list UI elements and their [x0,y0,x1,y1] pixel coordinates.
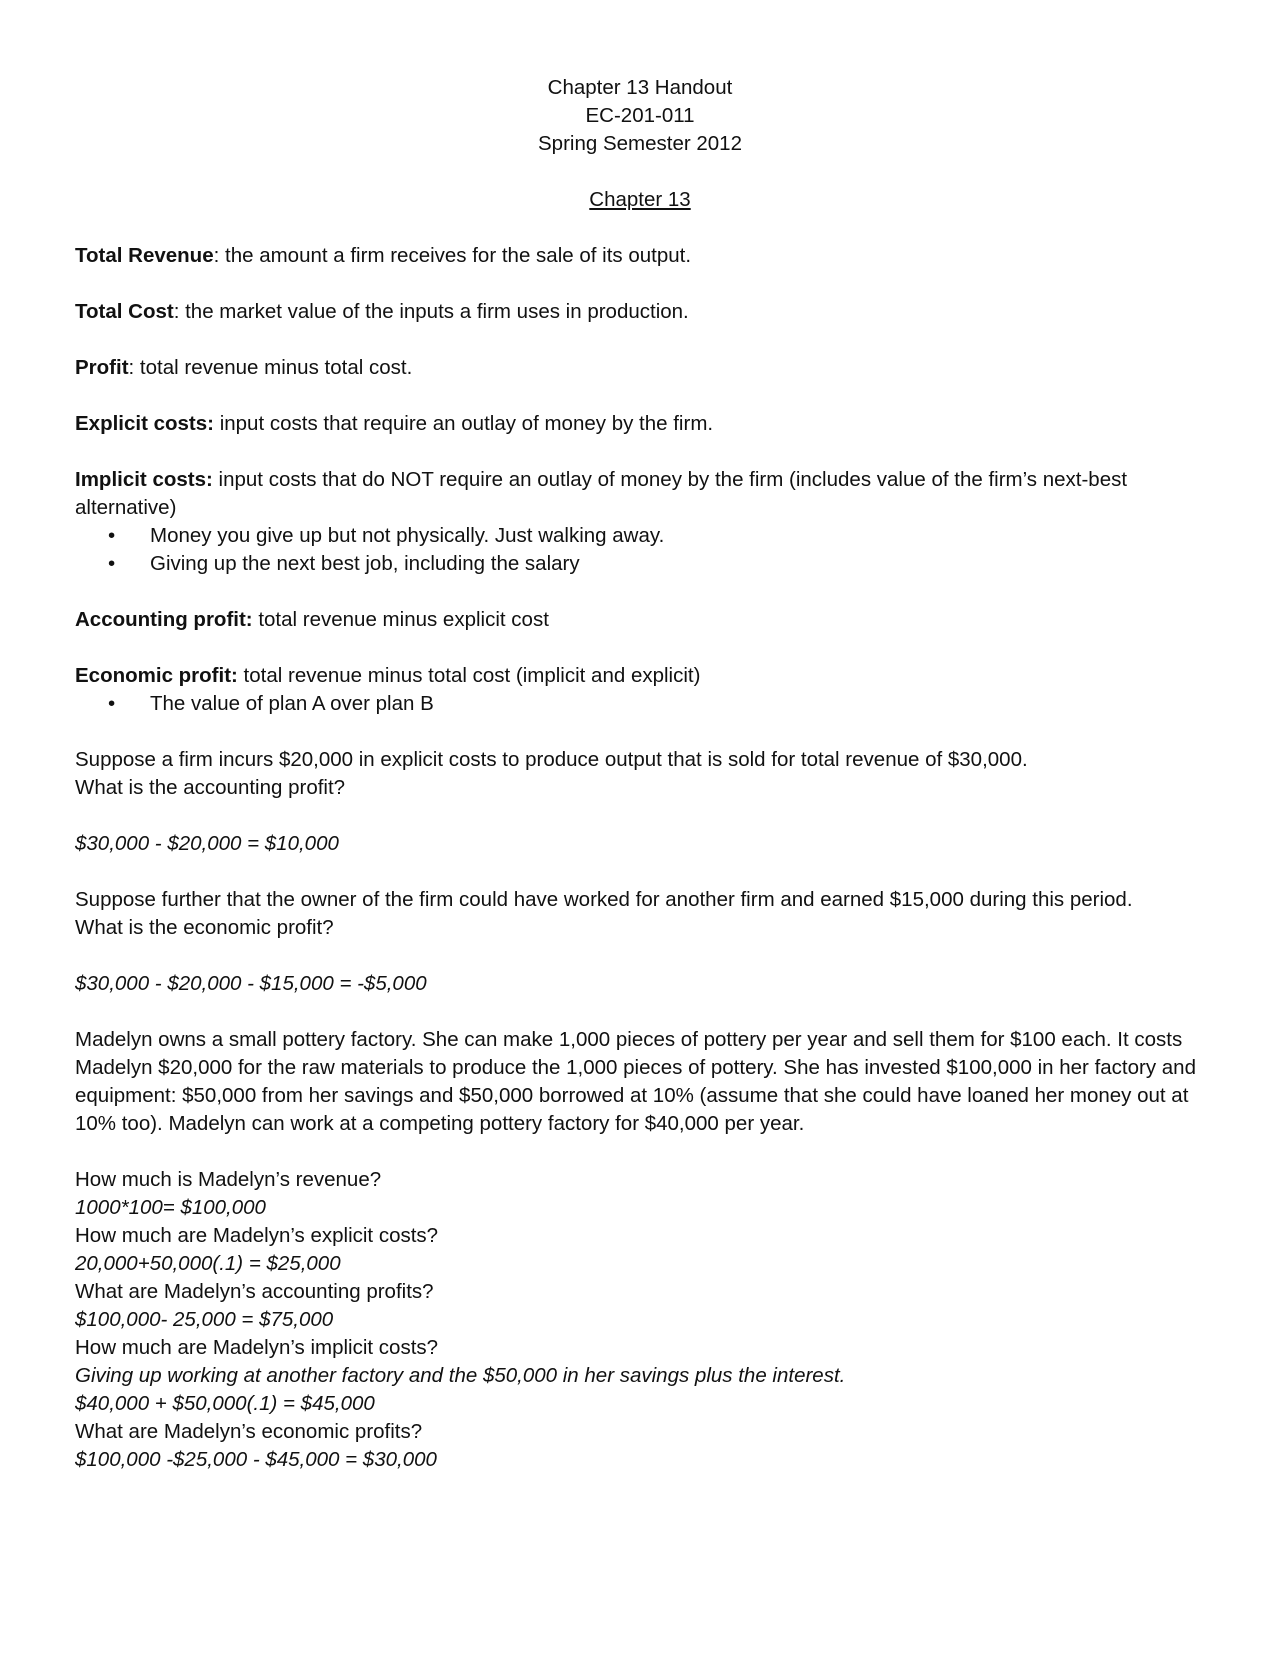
definition-text: input costs that require an outlay of money by the firm. [214,412,714,435]
example-accounting-profit [75,746,1205,858]
definition-text: : total revenue minus total cost. [128,356,413,379]
example-question-line: Suppose a firm incurs $20,000 in explicit costs to produce output that is sold for total revenue of $30,000. [75,748,1028,771]
definition-economic-profit [75,662,1205,690]
madelyn-questions [75,1166,1205,1474]
example-question-line: Suppose further that the owner of the firm could have worked for another firm and earned $15,000 during this period. [75,888,1133,911]
term-label: Profit [75,356,129,379]
term-label: Total Cost [75,300,174,323]
madelyn-scenario: Madelyn owns a small pottery factory. She can make 1,000 pieces of pottery per year and sell them for $100 each. It costs Madelyn $20,000 for the raw materials to produce the 1,000 pieces of pottery. She has invested $100,000 in her factory and equipment: $50,000 from her savings and $50,000 borrowed at 10% (assume that she could have loaned her money out at 10% too). Madelyn can work at a competing pottery factory for $40,000 per year. [75,1028,1196,1135]
term-label: Total Revenue [75,244,214,267]
economic-profit-bullets [75,690,1205,718]
answer: 20,000+50,000(.1) = $25,000 [75,1252,341,1275]
term-label: Economic profit: [75,664,238,687]
semester: Spring Semester 2012 [538,132,742,155]
document-header [75,74,1205,214]
definition-text: input costs that do NOT require an outlay of money by the firm (includes value of the firm’s next-best alternative) [75,468,1128,519]
answer: $100,000 -$25,000 - $45,000 = $30,000 [75,1448,437,1471]
definition-text: total revenue minus total cost (implicit and explicit) [237,664,701,687]
answer: $40,000 + $50,000(.1) = $45,000 [75,1392,375,1415]
answer: 1000*100= $100,000 [75,1196,266,1219]
list-item: • The value of plan A over plan B [150,690,1205,718]
bullet-icon: • [108,524,116,547]
list-item: • Money you give up but not physically. Just walking away. [150,522,1205,550]
definition-explicit-costs [75,410,1205,438]
list-item: • Giving up the next best job, including the salary [150,550,1205,578]
term-label: Implicit costs: [75,468,213,491]
bullet-icon: • [108,552,116,575]
chapter-heading: Chapter 13 [589,188,691,211]
bullet-icon: • [108,692,116,715]
definition-text: total revenue minus explicit cost [252,608,549,631]
example-economic-profit [75,886,1205,998]
definition-total-cost [75,298,1205,326]
definition-text: : the market value of the inputs a firm uses in production. [173,300,689,323]
question: How much are Madelyn’s explicit costs? [75,1224,439,1247]
question: How much are Madelyn’s implicit costs? [75,1336,439,1359]
implicit-costs-bullets [75,522,1205,578]
course-code: EC-201-011 [585,104,695,127]
term-label: Explicit costs: [75,412,214,435]
answer: $100,000- 25,000 = $75,000 [75,1308,334,1331]
question: What are Madelyn’s economic profits? [75,1420,423,1443]
answer: Giving up working at another factory and the $50,000 in her savings plus the interest. [75,1364,846,1387]
definition-text: : the amount a firm receives for the sale of its output. [213,244,692,267]
document-content [75,74,1205,1474]
example-answer: $30,000 - $20,000 - $15,000 = -$5,000 [75,972,427,995]
question: How much is Madelyn’s revenue? [75,1168,382,1191]
definition-accounting-profit [75,606,1205,634]
example-answer: $30,000 - $20,000 = $10,000 [75,832,339,855]
term-label: Accounting profit: [75,608,253,631]
question: What are Madelyn’s accounting profits? [75,1280,434,1303]
definition-total-revenue [75,242,1205,270]
handout-title: Chapter 13 Handout [547,76,733,99]
example-question-line: What is the economic profit? [75,916,334,939]
definition-profit [75,354,1205,382]
example-question-line: What is the accounting profit? [75,776,346,799]
definition-implicit-costs [75,466,1205,522]
